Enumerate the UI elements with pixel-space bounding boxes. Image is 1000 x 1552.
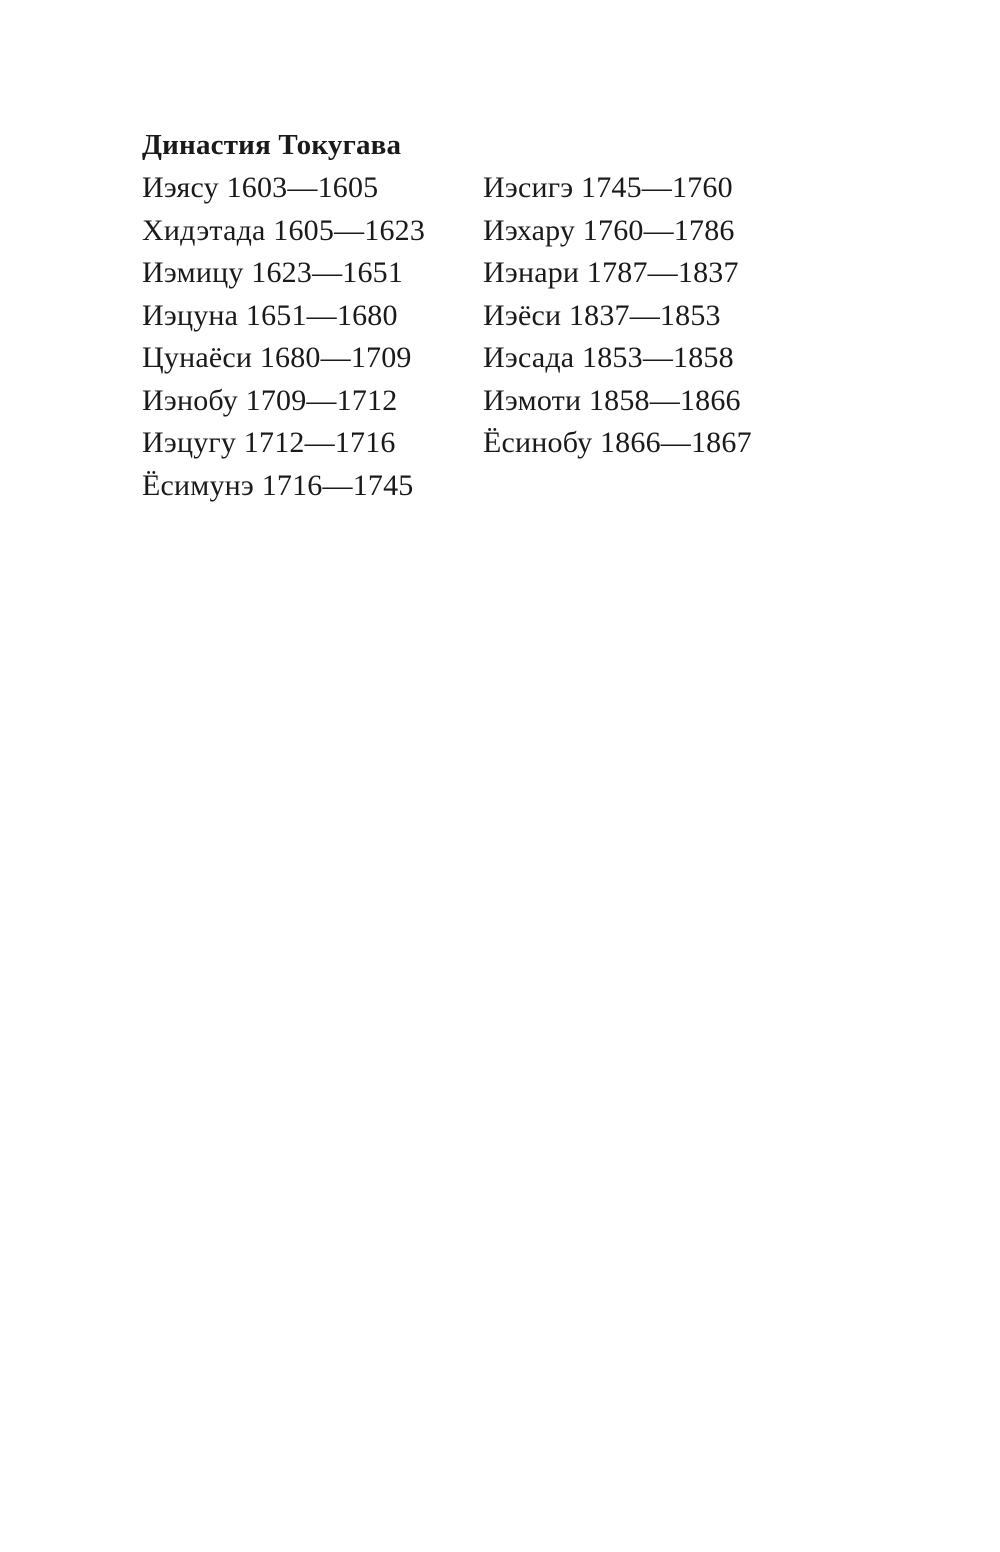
- shogun-entry: Хидэтада 1605—1623: [142, 213, 426, 247]
- shogun-entry: Иэёси 1837—1853: [483, 298, 721, 332]
- shogun-entry: Иэмицу 1623—1651: [142, 256, 404, 289]
- shogun-list-right-column: [483, 167, 752, 507]
- shogun-entry: Иэсада 1853—1858: [483, 341, 734, 374]
- shogun-entry: Ёсимунэ 1716—1745: [142, 468, 414, 502]
- section-heading: Династия Токугава: [142, 129, 402, 161]
- shogun-entry: Иэясу 1603—1605: [142, 171, 379, 204]
- shogun-entry: Иэмоти 1858—1866: [483, 383, 741, 417]
- shogun-entry: Цунаёси 1680—1709: [142, 341, 412, 374]
- shogun-entry: Иэцугу 1712—1716: [142, 426, 396, 459]
- shogun-entry: Иэнари 1787—1837: [483, 256, 739, 289]
- shogun-entry: Иэсигэ 1745—1760: [483, 171, 733, 204]
- shogun-entry: Иэцуна 1651—1680: [142, 298, 398, 332]
- shogun-entry: Ёсинобу 1866—1867: [483, 426, 752, 459]
- shogun-list: [142, 167, 862, 507]
- document-page: [142, 124, 862, 507]
- shogun-entry: Иэхару 1760—1786: [483, 213, 735, 247]
- shogun-entry: Иэнобу 1709—1712: [142, 383, 398, 417]
- shogun-list-left-column: [142, 167, 483, 507]
